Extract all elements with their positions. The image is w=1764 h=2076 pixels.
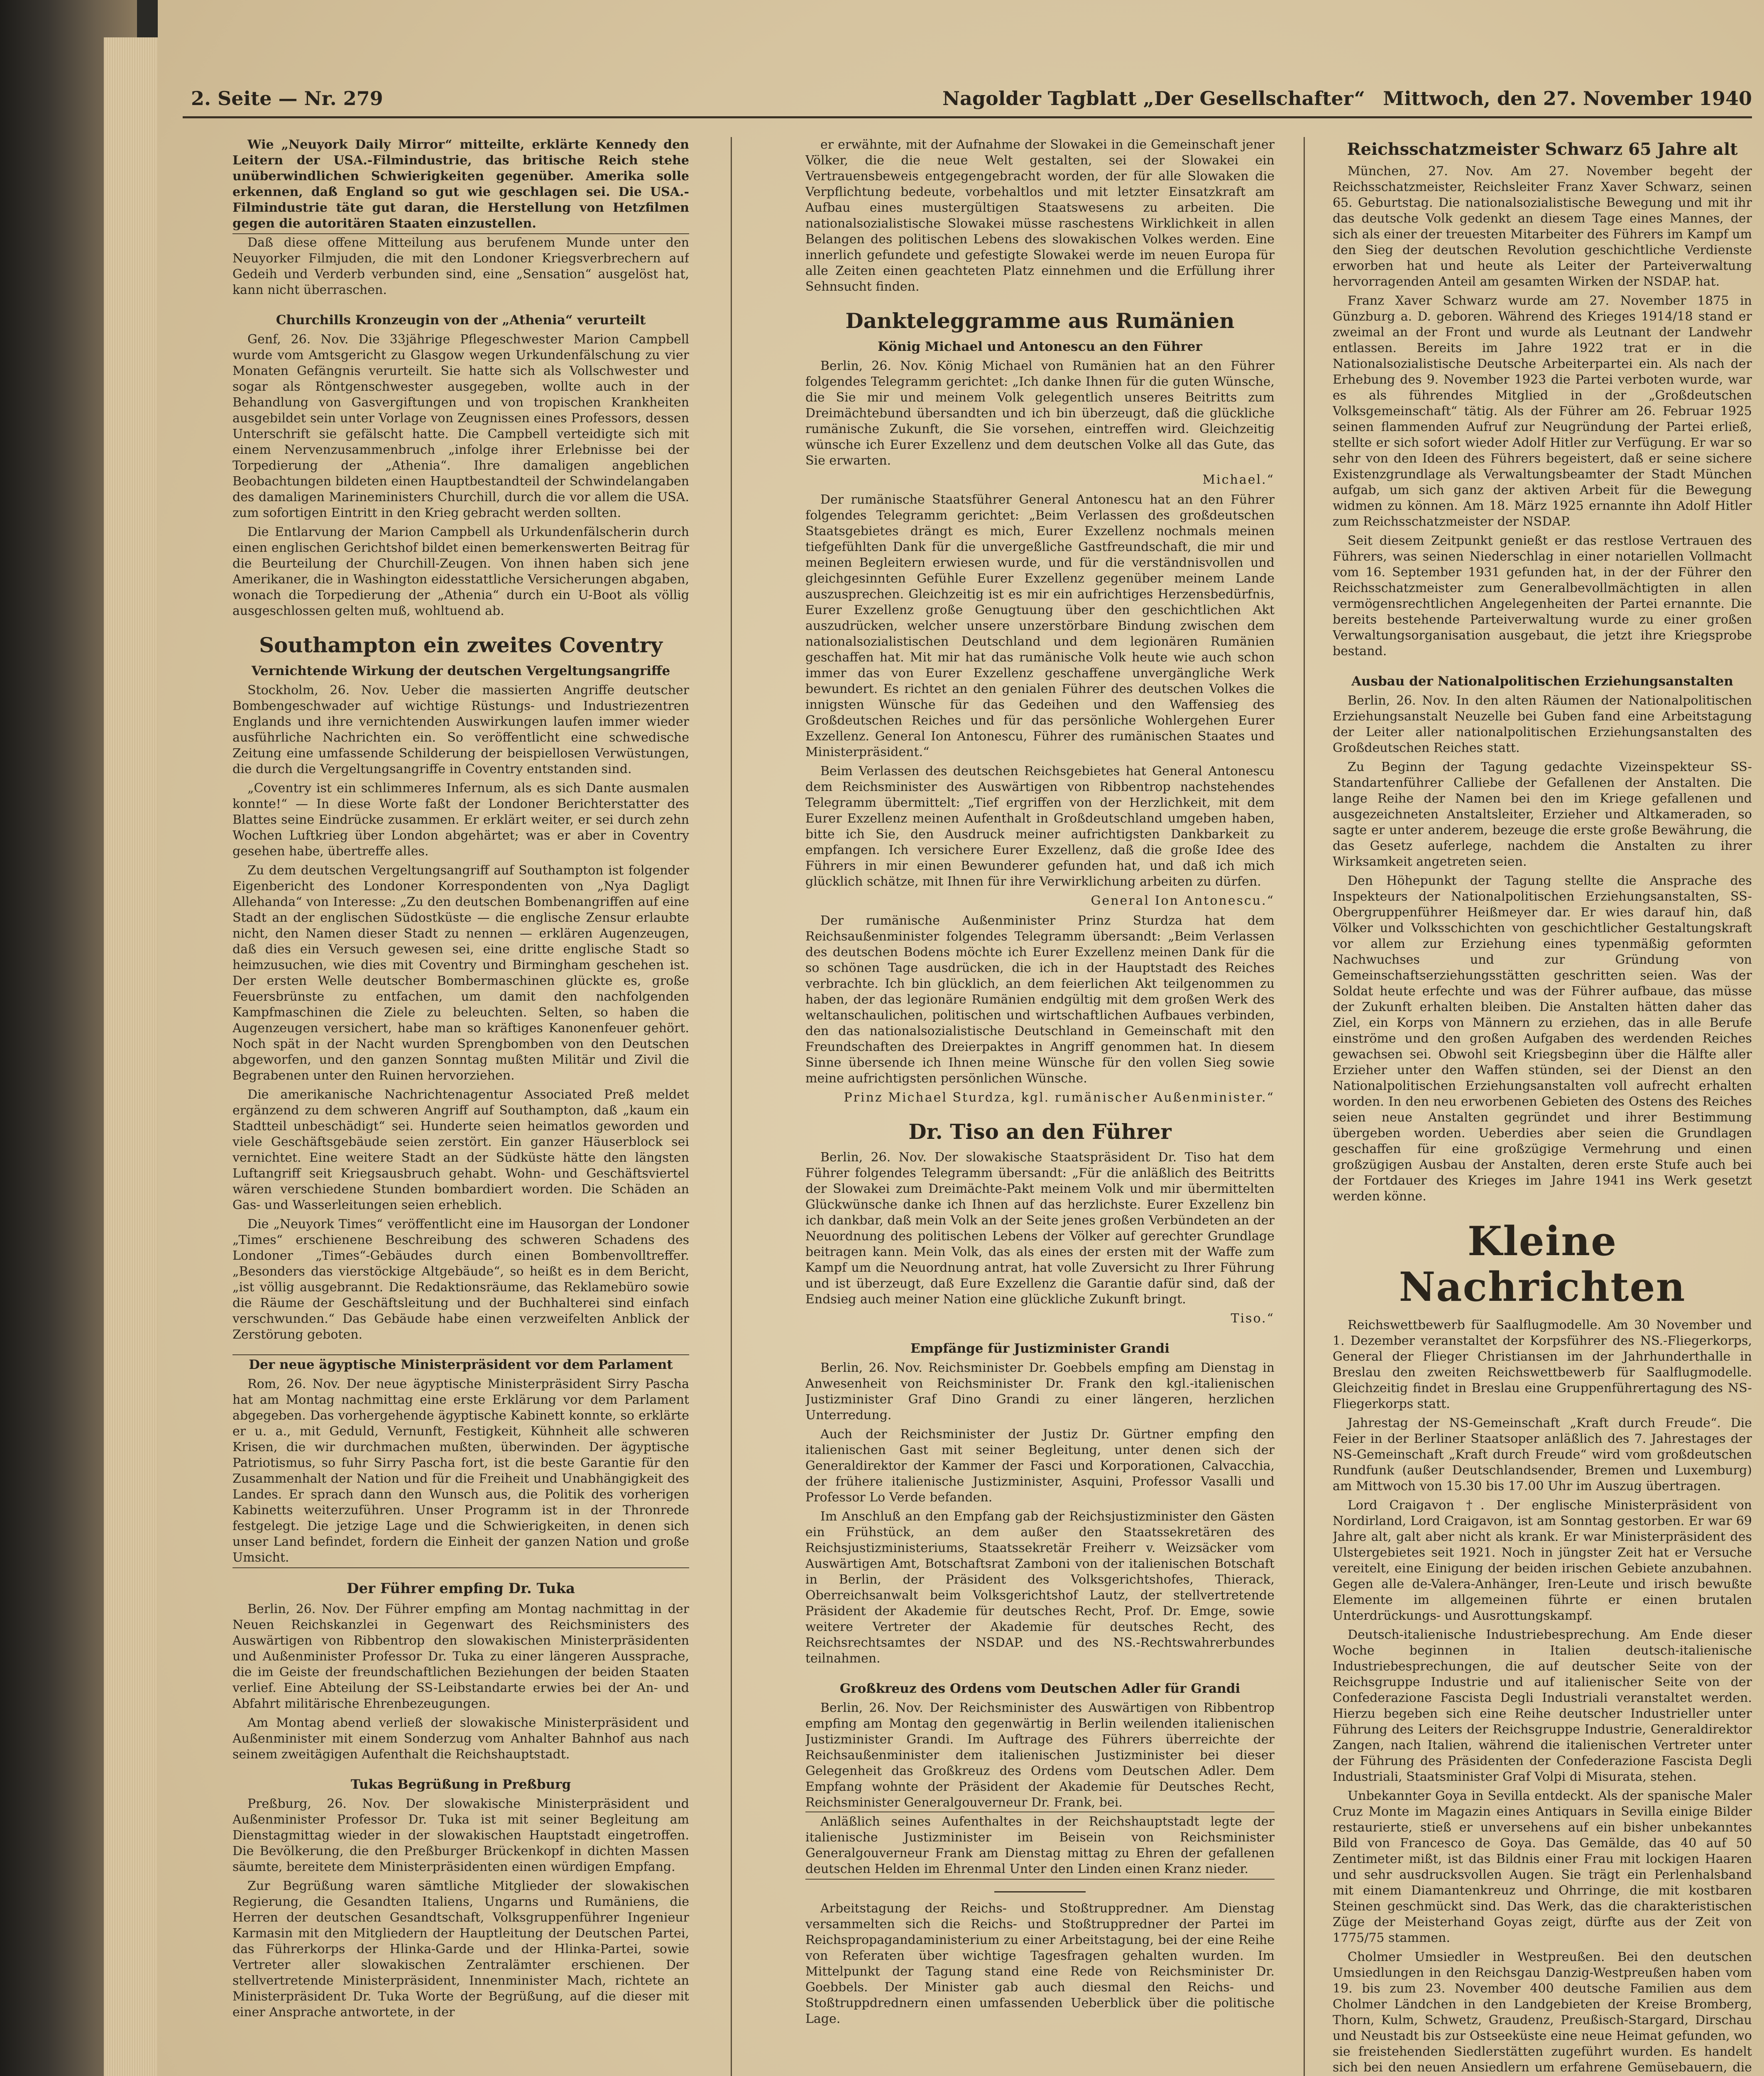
article-paragraph: Berlin, 26. Nov. Der Reichsminister des Auswärtigen von Ribbentrop empfing am Montag den gegenwärtig in Berlin weilenden italienischen Justizminister Grandi. Im Auftrage des Führers überreichte der Reichsaußenminister dem italienischen Justizminister bei dieser Gelegenheit das Großkreuz des Ordens vom Deutschen Adler. Dem Empfang wohnte der Präsident der Akademie für Deutsches Recht, Reichsminister Generalgouverneur Dr. Frank, bei.: [805, 1701, 1275, 1810]
news-item: Deutsch-italienische Industriebesprechung. Am Ende dieser Woche beginnen in Italien deutsch-italienische Industriebesprechungen, die auf deutscher Seite von der Reichsgruppe Industrie und auf italienischer Seite von der Confederazione Fascista Degli Industriali veranstaltet werden. Hierzu begeben sich eine Reihe deutscher Industrieller unter Führung des Leiters der Reichsgruppe Industrie, Generaldirektor Zangen, nach Italien, während die italienischen Vertreter unter der Führung des Präsidenten der Confederazione Fascista Degli Industriali, Staatsminister Graf Volpi di Misurata, stehen.: [1333, 1628, 1752, 1784]
masthead: Nagolder Tagblatt „Der Gesellschafter“: [942, 87, 1365, 110]
article-kleine-nachrichten: [1333, 1219, 1752, 2076]
article-paragraph: Daß diese offene Mitteilung aus berufenem Munde unter den Neuyorker Filmjuden, die mit den Londoner Kriegsverbrechern auf Gedeih und Verderb verbunden sind, eine „Sensation“ ausgelöst hat, kann nicht überraschen.: [232, 235, 689, 297]
news-item: Cholmer Umsiedler in Westpreußen. Bei den deutschen Umsiedlungen in den Reichsgau Danzig-Westpreußen haben vom 19. bis zum 23. November 400 deutsche Familien aus dem Cholmer Ländchen in den Landgebieten der Kreise Bromberg, Thorn, Kulm, Schwetz, Graudenz, Preußisch-Stargard, Dirschau und Neustadt bis zur Ostseeküste eine neue Heimat gefunden, wo sie freistehenden Siedlerstätten zugeführt wurden. Es handelt sich bei den neuen Ansiedlern um erfahrene Gemüsebauern, die: [1333, 1950, 1752, 2075]
article-headline: Churchills Kronzeugin von der „Athenia“ verurteilt: [276, 313, 646, 328]
article-grandi-receptions: [805, 1341, 1275, 1667]
article-romania-telegrams: [805, 309, 1275, 1106]
article-paragraph: Arbeitstagung der Reichs- und Stoßtruppredner. Am Dienstag versammelten sich die Reichs- und Stoßtruppredner der Partei im Reichspropagandaministerium zu einer Arbeitstagung, bei der eine Reihe von Referaten über wichtige Tagesfragen gehalten wurden. Im Mittelpunkt der Tagung stand eine Rede von Reichsminister Dr. Goebbels. Der Minister gab auch diesmal den Reichs- und Stoßtruppdrednern einen umfassenden Ueberblick über die politische Lage.: [805, 1901, 1275, 2026]
article-headline: Dr. Tiso an den Führer: [908, 1119, 1172, 1144]
article-paragraph: Stockholm, 26. Nov. Ueber die massierten Angriffe deutscher Bombengeschwader auf wichtige Rüstungs- und Industriezentren Englands und ihre vernichtenden Auswirkungen laufen immer wieder ausführliche Nachrichten ein. So veröffentlicht eine schwedische Zeitung eine umfassende Schilderung der beispiellosen Verwüstungen, die durch die Vergeltungsangriffe in Coventry entstanden sind.: [232, 683, 689, 776]
article-paragraph: Berlin, 26. Nov. König Michael von Rumänien hat an den Führer folgendes Telegramm gerichtet: „Ich danke Ihnen für die guten Wünsche, die Sie mir und meinem Volk gelegentlich unseres Beitritts zum Dreimächtebund übersandten und ich bin überzeugt, daß die glückliche rumänische Zukunft, die Sie vorsehen, eintreffen wird. Gleichzeitig wünsche ich Eurer Exzellenz und dem deutschen Volke all das Gute, das Sie erwarten.: [805, 359, 1275, 468]
news-item: Reichswettbewerb für Saalflugmodelle. Am 30 November und 1. Dezember veranstaltet der Korpsführer des NS.-Fliegerkorps, General der Flieger Christiansen im der Jahrhunderthalle in Breslau den zweiten Reichswettbewerb für Saalflugmodelle. Gleichzeitig findet in Breslau eine Gruppenführertagung des NS-Fliegerkorps statt.: [1333, 1318, 1752, 1411]
article-slovakia-cont: [805, 137, 1275, 295]
article-paragraph: München, 27. Nov. Am 27. November begeht der Reichsschatzmeister, Reichsleiter Franz Xaver Schwarz, seinen 65. Geburtstag. Die nationalsozialistische Bewegung und mit ihr das deutsche Volk gedenkt an diesem Tage eines Mannes, der sich als einer der treuesten Mitarbeiter des Führers im Kampf um den Sieg der deutschen Revolution geschichtliche Verdienste erworben hat und heute als Leiter der Parteiverwaltung hervorragenden Anteil am gesamten Wirken der NSDAP. hat.: [1333, 164, 1752, 289]
page-header: [183, 79, 1752, 118]
column-left: [232, 137, 689, 2076]
page-number: 2. Seite — Nr. 279: [191, 87, 383, 110]
article-paragraph: Zur Begrüßung waren sämtliche Mitglieder der slowakischen Regierung, die Gesandten Italiens, Ungarns und Rumäniens, die Herren der deutschen Gesandtschaft, Volksgruppenführer Ingenieur Karmasin mit den Mitgliedern der Hauptleitung der Deutschen Partei, das Führerkorps der Hlinka-Garde und der Hlinka-Partei, sowie Vertreter aller slowakischen Zentralämter erschienen. Der stellvertretende Ministerpräsident, Innenminister Mach, richtete an Ministerpräsident Dr. Tuka Worte der Begrüßung, auf die dieser mit einer Ansprache antwortete, in der: [232, 1879, 689, 2020]
article-paragraph: Die Entlarvung der Marion Campbell als Urkundenfälscherin durch einen englischen Gerichtshof bildet einen bemerkenswerten Beitrag für die Beurteilung der Churchill-Zeugen. Von ihnen haben sich jene Amerikaner, die in Washington eidesstattliche Versicherungen abgaben, wonach die Torpedierung der „Athenia“ durch ein U-Boot als völlig ausgeschlossen gelten muß, wohltuend ab.: [232, 525, 689, 618]
article-paragraph: Berlin, 26. Nov. In den alten Räumen der Nationalpolitischen Erziehungsanstalt Neuzelle bei Guben fand eine Arbeitstagung der Leiter aller nationalpolitischen Erziehungsanstalten des Großdeutschen Reiches statt.: [1333, 693, 1752, 755]
news-item: Unbekannter Goya in Sevilla entdeckt. Als der spanische Maler Cruz Monte im Magazin eines Antiquars in Sevilla einige Bilder restaurierte, stieß er unversehens auf ein bisher unbekanntes Bild von Francesco de Goya. Das Gemälde, das 40 auf 50 Zentimeter mißt, ist das Bildnis einer Frau mit lockigen Haaren und sehr ausdrucksvollen Augen. Sie trägt ein Perlenhalsband mit einem Diamantenkreuz und Ohrringe, die mit kostbaren Steinen geschmückt sind. Das Werk, das die charakteristischen Züge der Meisterhand Goyas zeigt, dürfte aus der Zeit von 1775/75 stammen.: [1333, 1789, 1752, 1945]
article-paragraph: Der rumänische Staatsführer General Antonescu hat an den Führer folgendes Telegramm gerichtet: „Beim Verlassen des großdeutschen Staatsgebietes drängt es mich, Eurer Exzellenz nochmals meinen tiefgefühlten Dank für die unvergeßliche Gastfreundschaft, die mir und meinen Begleitern erwiesen wurde, und für die verständnisvollen und gleichgesinnten Gefühle Eurer Exzellenz gegenüber meinem Lande auszusprechen. Gleichzeitig ist es mir ein aufrichtiges Herzensbedürfnis, Eurer Exzellenz große Genugtuung über den geschichtlichen Akt auszudrücken, welcher unsere unzerstörbare Bindung zwischen dem nationalsozialistischen Deutschland und dem legionären Rumänien geschaffen hat. Mit mir hat das rumänische Volk heute wie auch schon immer das von Eurer Exzellenz geschaffene unvergängliche Werk bewundert. Es richtet an den genialen Führer des deutschen Volkes die innigsten Wünsche für das Gedeihen und den Waffensieg des Großdeutschen Reiches und für das persönliche Wohlergehen Eurer Exzellenz. General Ion Antonescu, Führer des rumänischen Staates und Ministerpräsident.“: [805, 492, 1275, 759]
article-paragraph: Im Anschluß an den Empfang gab der Reichsjustizminister den Gästen ein Frühstück, an dem außer den Staatssekretären des Reichsjustizministeriums, Staatssekretär Freiherr v. Weizsäcker vom Auswärtigen Amt, Botschaftsrat Zamboni von der italienischen Botschaft in Berlin, der Präsident des Volksgerichtshofes, Thierack, Oberreichsanwalt beim Volksgerichtshof Lautz, der stellvertretende Präsident der Akademie für deutsches Recht, Prof. Dr. Emge, sowie weitere Vertreter der Akademie für deutsches Recht, des Reichsrechtsamtes der NSDAP. und des NS.-Rechtswahrerbundes teilnahmen.: [805, 1509, 1275, 1666]
column-rule: [1304, 137, 1305, 2076]
signature: Prinz Michael Sturdza, kgl. rumänischer Außenminister.“: [844, 1090, 1275, 1105]
article-kennedy: [232, 137, 689, 298]
column-rule: [731, 137, 732, 2076]
column-middle: [805, 137, 1275, 2076]
article-paragraph: Am Montag abend verließ der slowakische Ministerpräsident und Außenminister mit einem Sonderzug vom Anhalter Bahnhof aus nach seinem zweitägigen Aufenthalt die Reichshauptstadt.: [232, 1716, 689, 1762]
article-pressburg: [232, 1777, 689, 2020]
article-paragraph: Auch der Reichsminister der Justiz Dr. Gürtner empfing den italienischen Gast mit seiner Begleitung, unter denen sich der Generaldirektor der Kammer der Fasci und Korporationen, Calvacchia, der frühere italienische Justizminister, Asquini, Professor Vasalli und Professor Lo Verde befanden.: [805, 1427, 1275, 1505]
article-egypt: [232, 1357, 689, 1566]
article-tuka: [232, 1580, 689, 1763]
article-paragraph: Rom, 26. Nov. Der neue ägyptische Ministerpräsident Sirry Pascha hat am Montag nachmittag eine erste Erklärung vor dem Parlament abgegeben. Das vorhergehende ägyptische Kabinett konnte, so erklärte er u. a., mit Geduld, Vernunft, Festigkeit, Kühnheit alle schweren Krisen, die wir durchmachen mußten, überwinden. Der ägyptische Patriotismus, so fuhr Sirry Pascha fort, ist die beste Garantie für den Zusammenhalt der Nation und für die Freiheit und Unabhängigkeit des Landes. Er sprach dann den Wunsch aus, die Politik des vorherigen Kabinetts weiterzuführen. Unser Programm ist in der Thronrede festgelegt. Die jetzige Lage und die Schwierigkeiten, in denen sich unser Land befindet, fordern die Einheit der ganzen Nation und große Umsicht.: [232, 1377, 689, 1565]
article-headline: Reichsschatzmeister Schwarz 65 Jahre alt: [1347, 140, 1738, 159]
article-headline: Southampton ein zweites Coventry: [259, 633, 663, 657]
article-paragraph: Anläßlich seines Aufenthaltes in der Reichshauptstadt legte der italienische Justizminister im Beisein von Reichsminister Generalgouverneur Frank am Dienstag mittag zu Ehren der gefallenen deutschen Helden im Ehrenmal Unter den Linden einen Kranz nieder.: [805, 1814, 1275, 1876]
signature: General Ion Antonescu.“: [1091, 894, 1275, 908]
article-paragraph: Beim Verlassen des deutschen Reichsgebietes hat General Antonescu dem Reichsminister des Auswärtigen von Ribbentrop nachstehendes Telegramm übermittelt: „Tief ergriffen von der Herzlichkeit, mit dem Eurer Exzellenz meinen Aufenthalt in Großdeutschland umgeben haben, bitte ich Sie, den Ausdruck meiner aufrichtigsten Dankbarkeit zu empfangen. Ich versichere Eurer Exzellenz, daß die große Idee des Führers in mir einen Bewunderer gefunden hat, und daß ich mich glücklich schätze, mit Ihnen für ihre Verwirklichung arbeiten zu dürfen.: [805, 764, 1275, 889]
article-headline: Der neue ägyptische Ministerpräsident vor dem Parlament: [249, 1357, 673, 1372]
article-paragraph: Den Höhepunkt der Tagung stellte die Ansprache des Inspekteurs der Nationalpolitischen Erziehungsanstalten, SS-Obergruppenführer Heißmeyer dar. Er wies darauf hin, daß Völker und Volksschichten von geschichtlicher Gestaltungskraft vor allem zur Erziehung eines typenmäßig geformten Nachwuchses und zur Gründung von Gemeinschaftserziehungsstätten geschritten seien. Was der Soldat heute erfechte und was der Führer aufbaue, das müsse der Zukunft erhalten bleiben. Die Anstalten hätten daher das Ziel, ein Korps von Männern zu erziehen, das in alle Berufe einströme und den großen Aufgaben des werdenden Reiches gewachsen sei. Obwohl seit Kriegsbeginn über die Hälfte aller Erzieher unter den Waffen stünden, sei der Dienst an den Nationalpolitischen Erziehungsanstalten voll aufrecht erhalten worden. In den neu erworbenen Gebieten des Ostens des Reiches seien neue Anstalten gegründet und ihrer Bestimmung übergeben worden. Ueberdies aber seien die Grundlagen geschaffen für eine großzügige Vermehrung und einen großzügigen Ausbau der Anstalten, deren erste Stufe auch bei der Fortdauer des Krieges im Jahre 1941 ins Werk gesetzt werden könne.: [1333, 874, 1752, 1204]
article-headline: Empfänge für Justizminister Grandi: [910, 1341, 1169, 1356]
article-paragraph: er erwähnte, mit der Aufnahme der Slowakei in die Gemeinschaft jener Völker, die die neue Welt gestalten, sei der Slowakei ein Vertrauensbeweis entgegengebracht worden, der für alle Slowaken die Verpflichtung bedeute, vorbehaltlos und mit letzter Einsatzkraft am Aufbau eines mustergültigen Staatswesens zu arbeiten. Die nationalsozialistische Slowakei müsse raschestens Wirklichkeit in allen Belangen des politischen Lebens des slowakischen Volkes werden. Eine innerlich gefundete und gefestigte Slowakei werde im neuen Europa für alle Zeiten einen geachteten Platz einnehmen und die Erfüllung ihrer Sehnsucht finden.: [805, 137, 1275, 294]
article-paragraph: Seit diesem Zeitpunkt genießt er das restlose Vertrauen des Führers, was seinen Niederschlag in einer notariellen Vollmacht vom 16. September 1931 gefunden hat, in der der Führer den Reichsschatzmeister zum Generalbevollmächtigten in allen vermögensrechtlichen Angelegenheiten der Partei ernannte. Die bereits bestehende Parteiverwaltung wurde zu einer großen Verwaltungsorganisation ausgebaut, die jetzt ihre Kriegsprobe bestand.: [1333, 534, 1752, 659]
signature: Michael.“: [1202, 472, 1275, 487]
news-item: Jahrestag der NS-Gemeinschaft „Kraft durch Freude“. Die Feier in der Berliner Staatsoper anläßlich des 7. Jahrestages der NS-Gemeinschaft „Kraft durch Freude“ wird vom großdeutschen Rundfunk (außer Deutschlandsender, Bremen und Luxemburg) am Mittwoch von 15.30 bis 17.00 Uhr im Auszug übertragen.: [1333, 1416, 1752, 1493]
article-paragraph: „Coventry ist ein schlimmeres Infernum, als es sich Dante ausmalen konnte!“ — In diese Worte faßt der Londoner Berichterstatter des Blattes seine Eindrücke zusammen. Er erklärt weiter, er sei durch zehn Wochen Luftkrieg über London abgehärtet; was er aber in Coventry gesehen habe, übertreffe alles.: [232, 781, 689, 859]
article-paragraph: Berlin, 26. Nov. Der slowakische Staatspräsident Dr. Tiso hat dem Führer folgendes Telegramm übersandt: „Für die anläßlich des Beitritts der Slowakei zum Dreimächte-Pakt meinem Volk und mir übermittelten Glückwünsche danke ich Ihnen auf das herzlichste. Eurer Exzellenz bin ich dankbar, daß mein Volk an der Seite jenes großen Verbündeten an der Neuordnung des politischen Lebens der Völker auf gerechter Grundlage beitragen kann. Mein Volk, das als eines der ersten mit der Waffe zum Kampf um die Neuordnung antrat, hat volle Zuversicht zu Ihrer Führung und ist überzeugt, daß Eure Exzellenz die Garantie dafür sind, daß der Endsieg auch meiner Nation eine glückliche Zukunft bringt.: [805, 1150, 1275, 1307]
article-subheadline: Vernichtende Wirkung der deutschen Vergeltungsangriffe: [251, 663, 670, 678]
article-paragraph: Die amerikanische Nachrichtenagentur Associated Preß meldet ergänzend zu dem schweren Angriff auf Southampton, daß „kaum ein Stadtteil unbeschädigt“ sei. Hunderte seien heimatlos geworden und viele Geschäftsgebäude seien zerstört. Ein ganzer Häuserblock sei vernichtet. Eine weitere Stadt an der Südküste hätte den längsten Luftangriff seit Kriegsausbruch gehabt. Wohn- und Geschäftsviertel wären verschiedene Stunden bombardiert worden. Die Schäden an Gas- und Wasserleitungen seien erheblich.: [232, 1087, 689, 1212]
article-tiso: [805, 1120, 1275, 1327]
news-item: Lord Craigavon †. Der englische Ministerpräsident von Nordirland, Lord Craigavon, ist am Sonntag gestorben. Er war 69 Jahre alt, galt aber nicht als krank. Er war Ministerpräsident des Ulstergebietes seit 1921. Noch in jüngster Zeit hat er Versuche vereitelt, eine Einigung der beiden irischen Gebiete anzubahnen. Gegen alle de-Valera-Anhänger, Iren-Leute und irisch bewußte Elemente im allgemeinen führte er einen brutalen Unterdrückungs- und Ausrottungskampf.: [1333, 1498, 1752, 1623]
signature: Tiso.“: [1231, 1311, 1275, 1326]
article-paragraph: Zu dem deutschen Vergeltungsangriff auf Southampton ist folgender Eigenbericht des Londoner Korrespondenten von „Nya Dagligt Allehanda“ von Interesse: „Zu den deutschen Bombenangriffen auf eine Stadt an der englischen Südostküste — die englische Zensur erlaubte nicht, den Namen dieser Stadt zu nennen — erklären Augenzeugen, daß dies ein Versuch gewesen sei, eine dritte englische Stadt so heimzusuchen, wie dies mit Coventry und Birmingham geschehen ist. Der ersten Welle deutscher Bombermaschinen glückte es, große Feuersbrünste zu entfachen, um damit den nachfolgenden Kampfmaschinen die Ziele zu beleuchten. Selten, so haben die Augenzeugen versichert, habe man so kräftiges Kanonenfeuer gehört. Noch spät in der Nacht wurden Sprengbomben von den Deutschen abgeworfen, und den ganzen Sonntag mußten Militär und Zivil die Begrabenen unter den Ruinen hervorziehen.: [232, 863, 689, 1083]
page-stack-edge: [104, 37, 162, 2076]
article-campbell: [232, 312, 689, 619]
article-paragraph: Genf, 26. Nov. Die 33jährige Pflegeschwester Marion Campbell wurde vom Amtsgericht zu Glasgow wegen Urkundenfälschung zu vier Monaten Gefängnis verurteilt. Sie hatte sich als Vollschwester und sogar als Röntgenschwester ausgegeben, wollte auch in der Behandlung von Gasvergiftungen und von tropischen Krankheiten ausgebildet sein unter Vorlage von Zeugnissen eines Professors, dessen Unterschrift sie gefälscht hatte. Die Campbell verteidigte sich mit einem Nervenzusammenbruch „infolge ihrer Erlebnisse bei der Torpedierung der „Athenia“. Ihre damaligen angeblichen Beobachtungen bildeten einen Hauptbestandteil der Schwindelangaben des damaligen Marineministers Churchill, durch die vor allem die USA. zum sofortigen Eintritt in den Krieg gebracht werden sollten.: [232, 332, 689, 520]
article-paragraph: Berlin, 26. Nov. Der Führer empfing am Montag nachmittag in der Neuen Reichskanzlei in Gegenwart des Reichsministers des Auswärtigen von Ribbentrop den slowakischen Ministerpräsidenten und Außenminister Professor Dr. Tuka zu einer längeren Aussprache, die im Geiste der freundschaftlichen Beziehungen der beiden Staaten verlief. Eine Abteilung der SS-Leibstandarte erwies bei der An- und Abfahrt militärische Ehrenbezeugungen.: [232, 1602, 689, 1711]
article-headline: Ausbau der Nationalpolitischen Erziehungsanstalten: [1351, 674, 1733, 689]
article-napola: [1333, 673, 1752, 1204]
article-intro: Wie „Neuyork Daily Mirror“ mitteilte, erklärte Kennedy den Leitern der USA.-Filmindustrie, das britische Reich stehe unüberwindlichen Schwierigkeiten gegenüber. Amerika solle erkennen, daß England so gut wie geschlagen sei. Die USA.-Filmindustrie täte gut daran, die Herstellung von Hetzfilmen gegen die autoritären Staaten einzustellen.: [232, 137, 689, 231]
article-subheadline: König Michael und Antonescu an den Führer: [878, 339, 1202, 354]
issue-date: Mittwoch, den 27. November 1940: [1383, 87, 1752, 110]
article-paragraph: Zu Beginn der Tagung gedachte Vizeinspekteur SS-Standartenführer Calliebe der Gefallenen der Anstalten. Die lange Reihe der Namen bei den im Kriege gefallenen und ausgezeichneten Anstaltsleiter, Erzieher und Altkameraden, so sagte er unter anderem, bezeuge die erste große Bewährung, die das Gesetz auferlege, nachdem die Anstalten zu ihrer Wirksamkeit angetreten seien.: [1333, 760, 1752, 869]
article-southampton: [232, 633, 689, 1343]
article-grandi-order: [805, 1681, 1275, 1877]
article-speakers-conference: [805, 1901, 1275, 2027]
article-headline: Der Führer empfing Dr. Tuka: [346, 1580, 575, 1597]
column-right: [1333, 137, 1752, 2076]
newspaper-page: [158, 0, 1764, 2076]
article-paragraph: Der rumänische Außenminister Prinz Sturdza hat dem Reichsaußenminister folgendes Telegramm übersandt: „Beim Verlassen des deutschen Bodens möchte ich Eurer Exzellenz meinen Dank für die so schönen Tage ausdrücken, die ich in der Hauptstadt des Reiches verbrachte. Ich bin glücklich, an dem feierlichen Akt teilgenommen zu haben, der das legionäre Rumänien endgültig mit dem großen Werk des weltanschaulichen, politischen und wirtschaftlichen Aufbaues verbinden, den das nationalsozialistische Deutschland in Gemeinschaft mit den Freundschaften des Dreierpaktes in Angriff genommen hat. In diesem Sinne übersende ich Ihnen meine Wünsche für den vollen Sieg sowie meine aufrichtigsten persönlichen Wünsche.: [805, 913, 1275, 1086]
article-paragraph: Preßburg, 26. Nov. Der slowakische Ministerpräsident und Außenminister Professor Dr. Tuka ist mit seiner Begleitung am Dienstagmittag wieder in der slowakischen Hauptstadt eingetroffen. Die Bevölkerung, die den Preßburger Brückenkopf in dichten Massen säumte, bereitete dem Ministerpräsidenten einen würdigen Empfang.: [232, 1797, 689, 1874]
article-paragraph: Die „Neuyork Times“ veröffentlicht eine im Hausorgan der Londoner „Times“ erschienene Beschreibung des schweren Schadens des Londoner „Times“-Gebäudes durch einen Bombenvolltreffer. „Besonders das vierstöckige Altgebäude“, so heißt es in dem Bericht, „ist völlig ausgebrannt. Die Redaktionsräume, das Reklamebüro sowie die Räume der Geschäftsleitung und der Buchhalterei sind einfach verschwunden.“ Das Gebäude habe einen verzweifelten Anblick der Zerstörung geboten.: [232, 1217, 689, 1342]
article-headline: Großkreuz des Ordens vom Deutschen Adler für Grandi: [839, 1681, 1240, 1696]
separator: [994, 1891, 1086, 1892]
article-paragraph: Franz Xaver Schwarz wurde am 27. November 1875 in Günzburg a. D. geboren. Während des Krieges 1914/18 stand er zweimal an der Front und wurde als Leutnant der Landwehr entlassen. Bereits im Jahre 1922 trat er in die Nationalsozialistische Deutsche Arbeiterpartei ein. Als nach der Erhebung des 9. November 1923 die Partei verboten wurde, war es als führendes Mitglied in der „Großdeutschen Volksgemeinschaft“ tätig. Als der Führer am 26. Februar 1925 seinen flammenden Aufruf zur Neugründung der Partei erließ, stellte er sich sofort wieder Adolf Hitler zur Verfügung. Er war so sehr von den Ideen des Führers begeistert, daß er seine sichere Existenzgrundlage als Verwaltungsbeamter der Stadt München aufgab, um sich ganz der aktiven Arbeit für die Bewegung widmen zu können. Am 18. März 1925 ernannte ihn Adolf Hitler zum Reichsschatzmeister der NSDAP.: [1333, 294, 1752, 529]
article-schwarz: [1333, 140, 1752, 659]
article-headline: Tukas Begrüßung in Preßburg: [350, 1777, 571, 1792]
article-paragraph: Berlin, 26. Nov. Reichsminister Dr. Goebbels empfing am Dienstag in Anwesenheit von Reichsminister Dr. Frank den kgl.-italienischen Justizminister Graf Dino Grandi zu einer längeren, herzlichen Unterredung.: [805, 1361, 1275, 1422]
section-title: Kleine Nachrichten: [1399, 1218, 1686, 1310]
article-headline: Dankteleggramme aus Rumänien: [845, 308, 1235, 333]
